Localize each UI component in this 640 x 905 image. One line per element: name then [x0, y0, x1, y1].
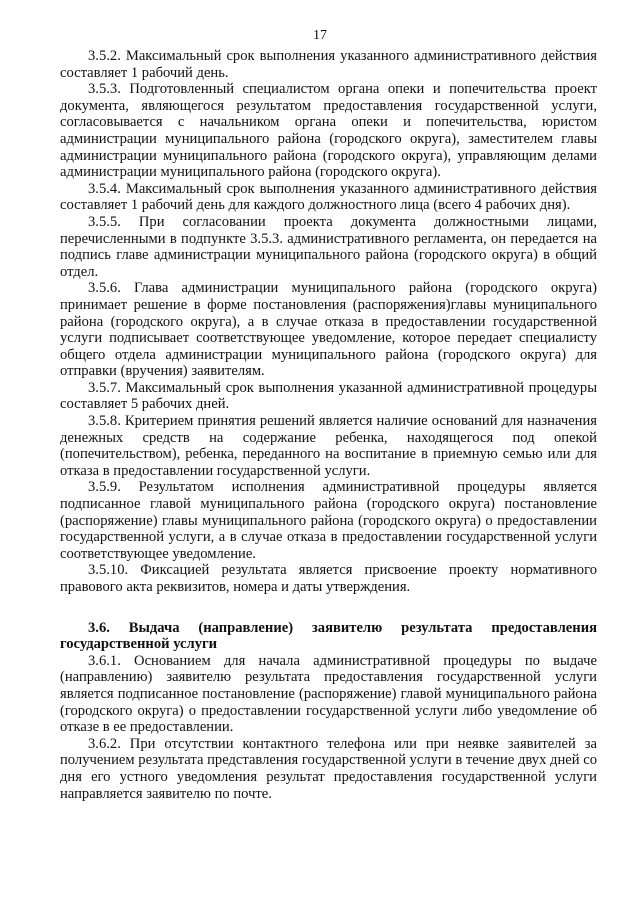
paragraph-3-6-2: 3.6.2. При отсутствии контактного телефона или при неявке заявителей за получением результата представления государственной услуги в течение двух дней со дня его устного уведомления результат предоставления государственной услуги направляется заявителю по почте. — [60, 735, 597, 802]
document-body — [60, 48, 597, 802]
section-heading-3-6: 3.6. Выдача (направление) заявителю результата предоставления государственной услуги — [60, 619, 597, 653]
paragraph-3-5-3: 3.5.3. Подготовленный специалистом органа опеки и попечительства проект документа, являющегося результатом предоставления государственной услуги, согласовывается с начальником органа опеки и попечительства, юристом администрации муниципального района (городского округа), заместителем главы администрации муниципального района (городского округа), управляющим делами администрации муниципального района (городского округа). — [60, 81, 597, 181]
paragraph-3-5-4: 3.5.4. Максимальный срок выполнения указанного административного действия составляет 1 рабочий день для каждого должностного лица (всего 4 рабочих дня). — [60, 180, 597, 214]
paragraph-3-5-9: 3.5.9. Результатом исполнения административной процедуры является подписанное главой муниципального района (городского округа) постановление (распоряжение) главы муниципального района (городского округа) о предоставлении государственной услуги, а в случае отказа в предоставлении государственной услуги соответствующее уведомление. — [60, 479, 597, 562]
paragraph-3-6-1: 3.6.1. Основанием для начала административной процедуры по выдаче (направлению) заявителю результата предоставления государственной услуги является подписанное постановление (распоряжение) главой муниципального района (городского округа) о предоставлении государственной услуги либо уведомление об отказе в ее предоставлении. — [60, 652, 597, 736]
paragraph-3-5-2: 3.5.2. Максимальный срок выполнения указанного административного действия составляет 1 рабочий день. — [60, 48, 597, 81]
paragraph-3-5-8: 3.5.8. Критерием принятия решений является наличие оснований для назначения денежных средств на содержание ребенка, находящегося под опекой (попечительством), ребенка, переданного на воспитание в приемную семью или для отказа в предоставлении государственной услуги. — [60, 413, 597, 479]
paragraph-3-5-10: 3.5.10. Фиксацией результата является присвоение проекту нормативного правового акта реквизитов, номера и даты утверждения. — [60, 562, 597, 595]
paragraph-3-5-6: 3.5.6. Глава администрации муниципального района (городского округа) принимает решение в форме постановления (распоряжения)главы муниципального района (городского округа), а в случае отказа в предоставлении государственной услуги подписывает соответствующее уведомление, которое передает специалисту общего отдела администрации муниципального района (городского округа) для отправки (вручения) заявителям. — [60, 280, 597, 380]
paragraph-3-5-5: 3.5.5. При согласовании проекта документа должностными лицами, перечисленными в подпункте 3.5.3. административного регламента, он передается на подпись главе администрации муниципального района (городского округа) в общий отдел. — [60, 213, 597, 280]
page-number: 17 — [313, 28, 327, 43]
paragraph-3-5-7: 3.5.7. Максимальный срок выполнения указанной административной процедуры составляет 5 рабочих дней. — [60, 379, 597, 413]
